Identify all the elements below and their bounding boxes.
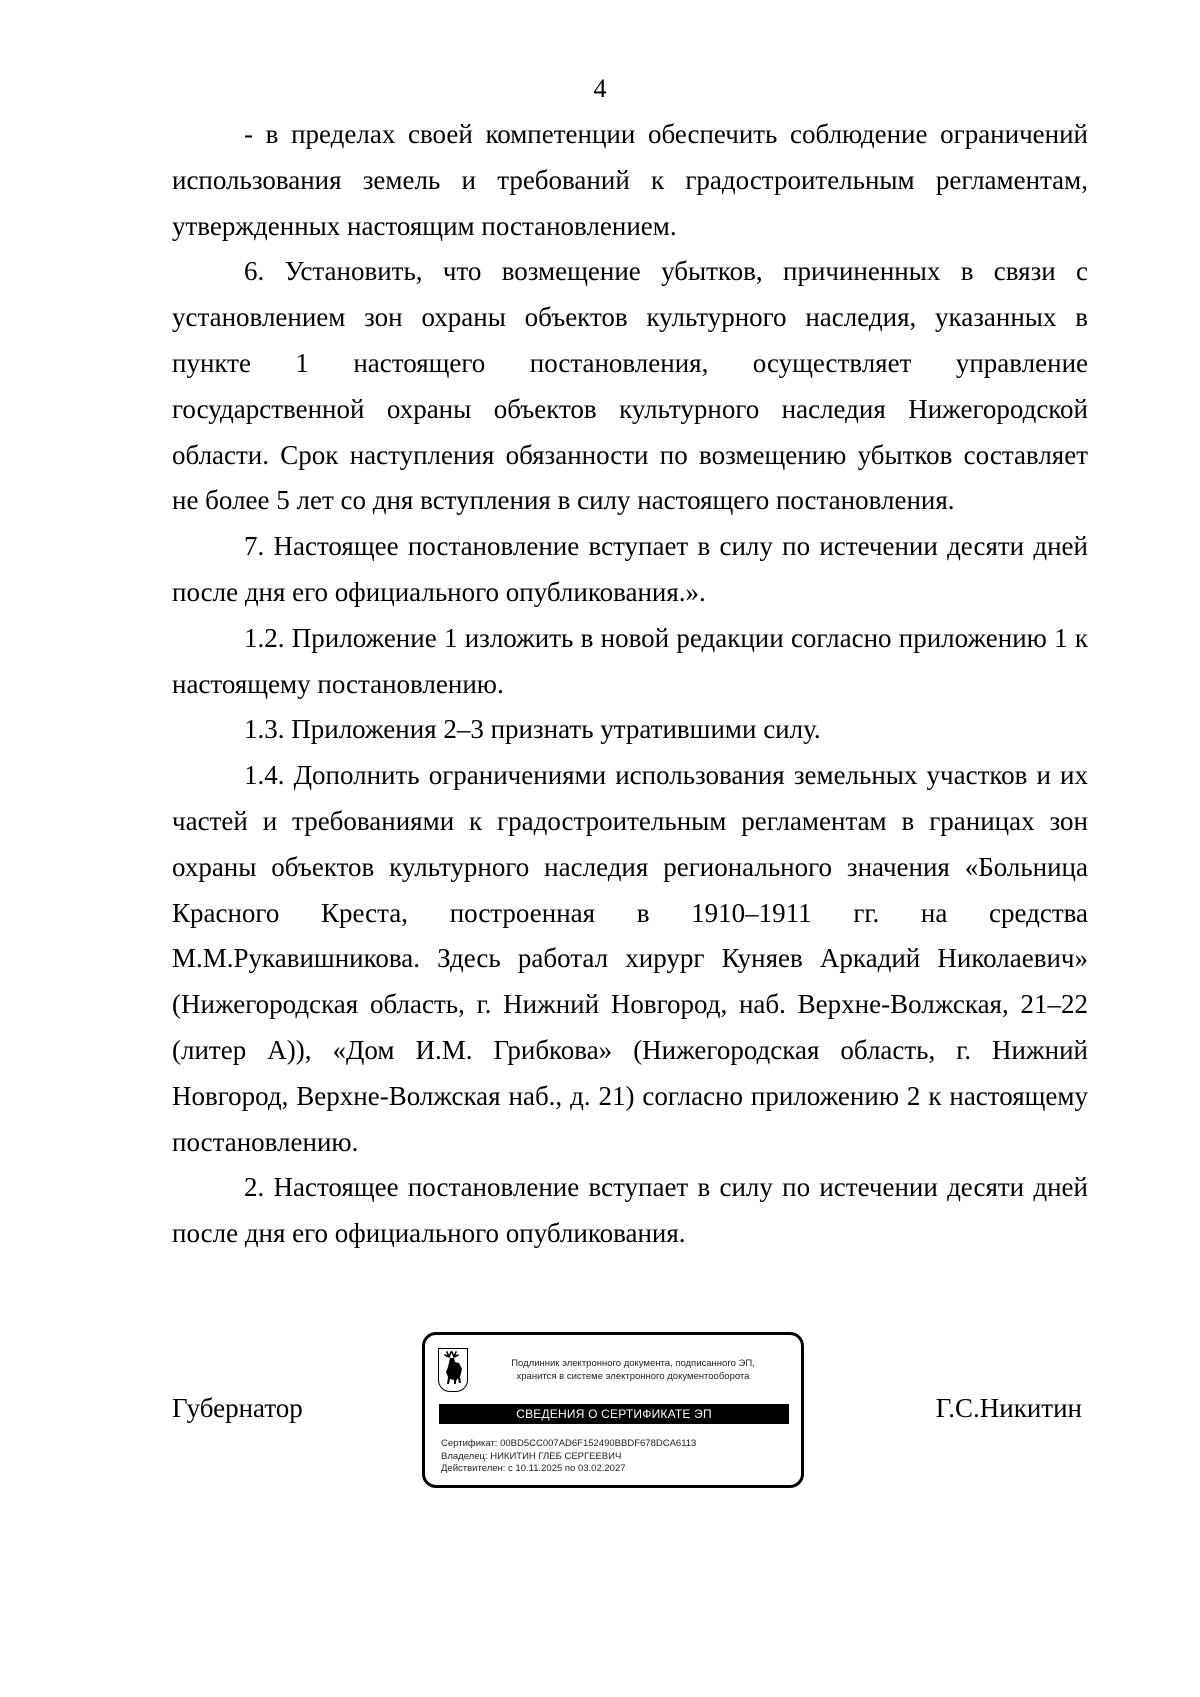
paragraph-item-1-4: 1.4. Дополнить ограничениями использования земельных участков и их частей и требованиями к градостроительным регламентам в границах зон охраны объектов культурного наследия регионального значения «Больница Красного Креста, построенная в 1910–1911 гг. на средства М.М.Рукавишникова. Здесь работал хирург Куняев Аркадий Николаевич» (Нижегородская область, г. Нижний Новгород, наб. Верхне-Волжская, 21–22 (литер А)), «Дом И.М. Грибкова» (Нижегородская область, г. Нижний Новгород, Верхне-Волжская наб., д. 21) согласно приложению 2 к настоящему постановлению.: [172, 760, 1088, 1157]
paragraph-item-6: 6. Установить, что возмещение убытков, причиненных в связи с установлением зон охраны объектов культурного наследия, указанных в пункте 1 настоящего постановления, осуществляет управление государственной охраны объектов культурного наследия Нижегородской области. Срок наступления обязанности по возмещению убытков составляет не более 5 лет со дня вступления в силу настоящего постановления.: [172, 256, 1088, 516]
paragraph-competence: - в пределах своей компетенции обеспечить соблюдение ограничений использования земель и требований к градостроительным регламентам, утвержденных настоящим постановлением.: [172, 119, 1088, 241]
stamp-header: [483, 1357, 783, 1383]
deer-emblem-icon: [438, 1348, 468, 1392]
paragraph-item-1-2: 1.2. Приложение 1 изложить в новой редакции согласно приложению 1 к настоящему постановлению.: [172, 622, 1088, 699]
signatory-name: Г.С.Никитин: [935, 1393, 1082, 1423]
certificate-validity: Действителен: с 10.11.2025 по 03.02.2027: [441, 1463, 626, 1474]
certificate-details: [441, 1438, 791, 1476]
paragraph-item-1-3: 1.3. Приложения 2–3 признать утратившими силу.: [244, 714, 821, 745]
paragraph-item-2: 2. Настоящее постановление вступает в силу по истечении десяти дней после дня его официального опубликования.: [172, 1172, 1088, 1249]
certificate-serial: Сертификат: 00BD5CC007AD6F152490BBDF678DCA6113: [441, 1438, 697, 1449]
certificate-info-bar: СВЕДЕНИЯ О СЕРТИФИКАТЕ ЭП: [439, 1404, 789, 1424]
electronic-signature-stamp: [422, 1332, 804, 1488]
signatory-title: Губернатор: [172, 1393, 303, 1423]
certificate-owner: Владелец: НИКИТИН ГЛЕБ СЕРГЕЕВИЧ: [441, 1450, 622, 1462]
stamp-header-line1: Подлинник электронного документа, подписанного ЭП,: [511, 1358, 755, 1369]
paragraph-item-7: 7. Настоящее постановление вступает в силу по истечении десяти дней после дня его официального опубликования.».: [172, 531, 1088, 607]
stamp-header-line2: хранится в системе электронного документооборота: [516, 1371, 750, 1382]
document-body: [172, 112, 1088, 1257]
page-number: 4: [593, 74, 607, 103]
